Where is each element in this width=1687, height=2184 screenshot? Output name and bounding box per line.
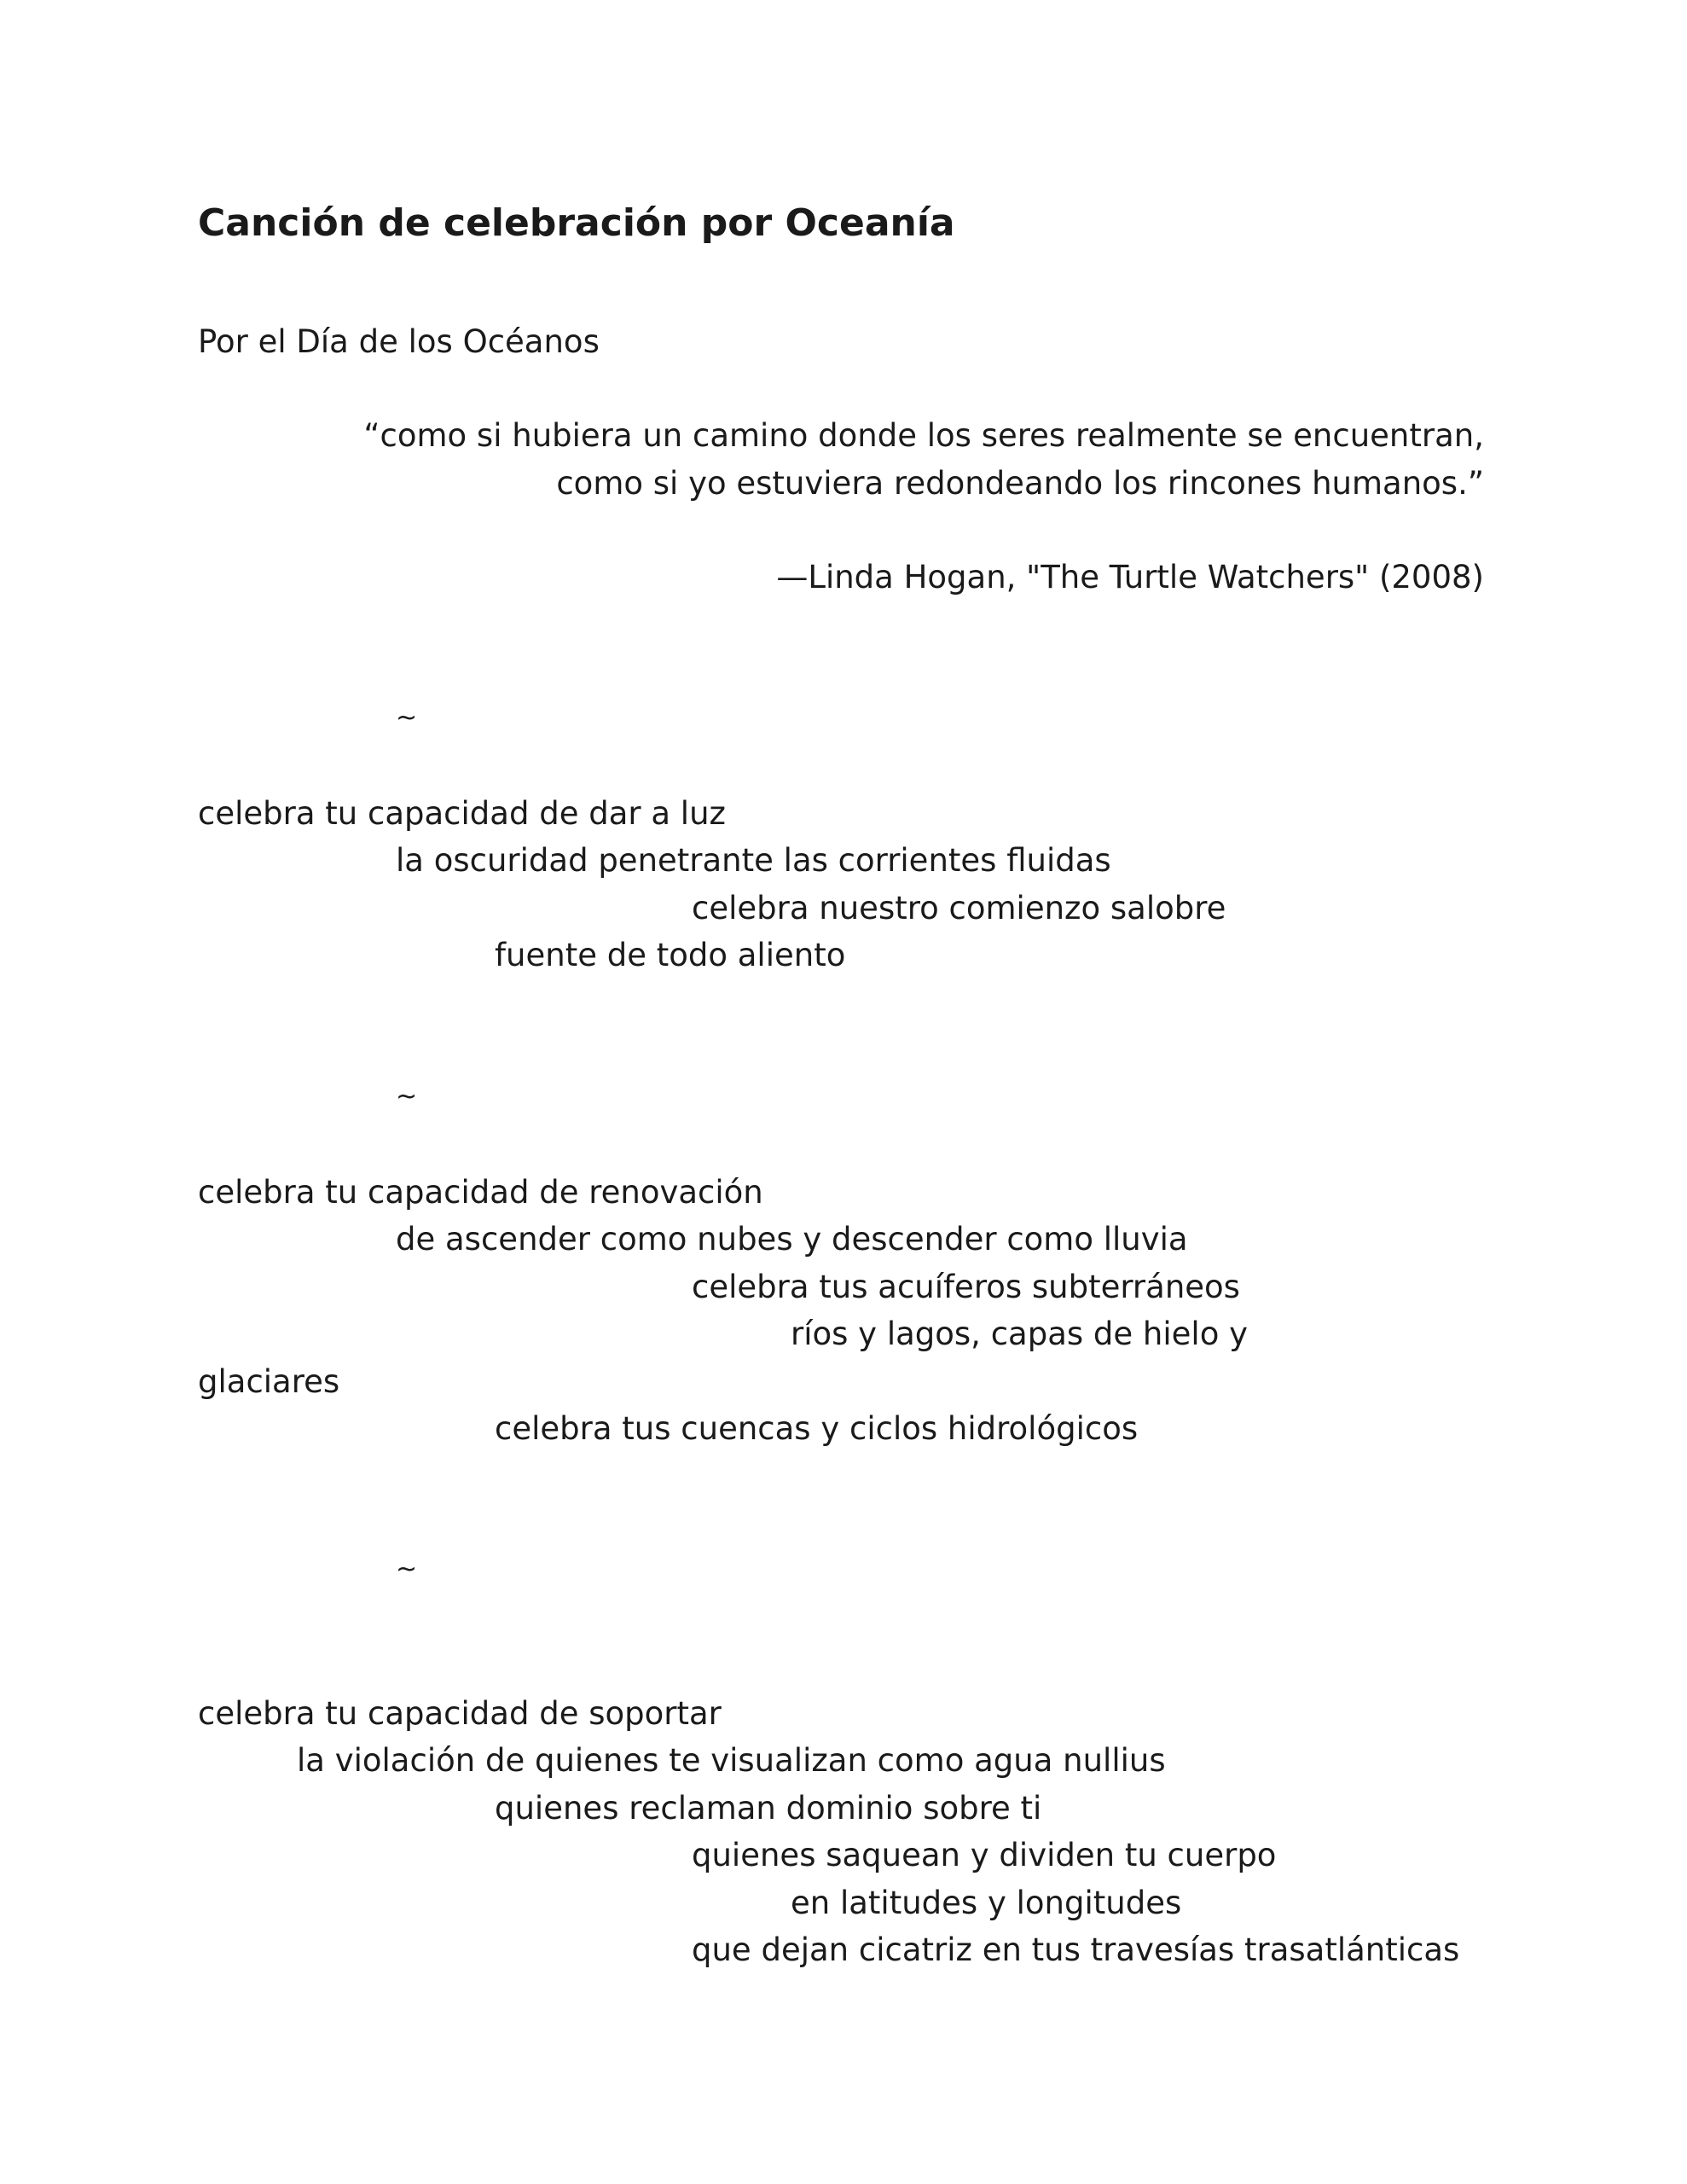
stanza1-line-2: la oscuridad penetrante las corrientes fluidas [396,842,1111,879]
stanza2-line-3: celebra tus acuíferos subterráneos [692,1269,1240,1305]
epigraph-attribution: —Linda Hogan, "The Turtle Watchers" (2008) [776,559,1484,595]
stanza1-line-1: celebra tu capacidad de dar a luz [198,795,726,832]
stanza3-line-2: la violación de quienes te visualizan como agua nullius [297,1742,1166,1779]
stanza1-line-4: fuente de todo aliento [495,937,846,973]
stanza3-line-6: que dejan cicatriz en tus travesías trasatlánticas [692,1931,1460,1968]
stanza3-line-5: en latitudes y longitudes [791,1885,1182,1921]
epigraph-line-2: como si yo estuviera redondeando los rincones humanos.” [556,465,1484,502]
stanza1-line-3: celebra nuestro comienzo salobre [692,890,1226,926]
stanza2-line-1: celebra tu capacidad de renovación [198,1174,763,1211]
epigraph-line-1: “como si hubiera un camino donde los seres realmente se encuentran, [363,417,1484,454]
stanza2-line-5: glaciares [198,1363,340,1400]
stanza3-line-1: celebra tu capacidad de soportar [198,1695,722,1732]
section-separator: ~ [396,1082,418,1112]
stanza3-line-4: quienes saquean y dividen tu cuerpo [692,1837,1277,1873]
section-separator: ~ [396,703,418,733]
stanza3-line-3: quienes reclaman dominio sobre ti [495,1790,1042,1827]
section-separator: ~ [396,1554,418,1584]
poem-title: Canción de celebración por Oceanía [198,201,955,245]
dedication: Por el Día de los Océanos [198,323,600,360]
stanza2-line-6: celebra tus cuencas y ciclos hidrológicos [495,1410,1139,1447]
stanza2-line-2: de ascender como nubes y descender como lluvia [396,1221,1188,1258]
stanza2-line-4: ríos y lagos, capas de hielo y [791,1316,1248,1352]
